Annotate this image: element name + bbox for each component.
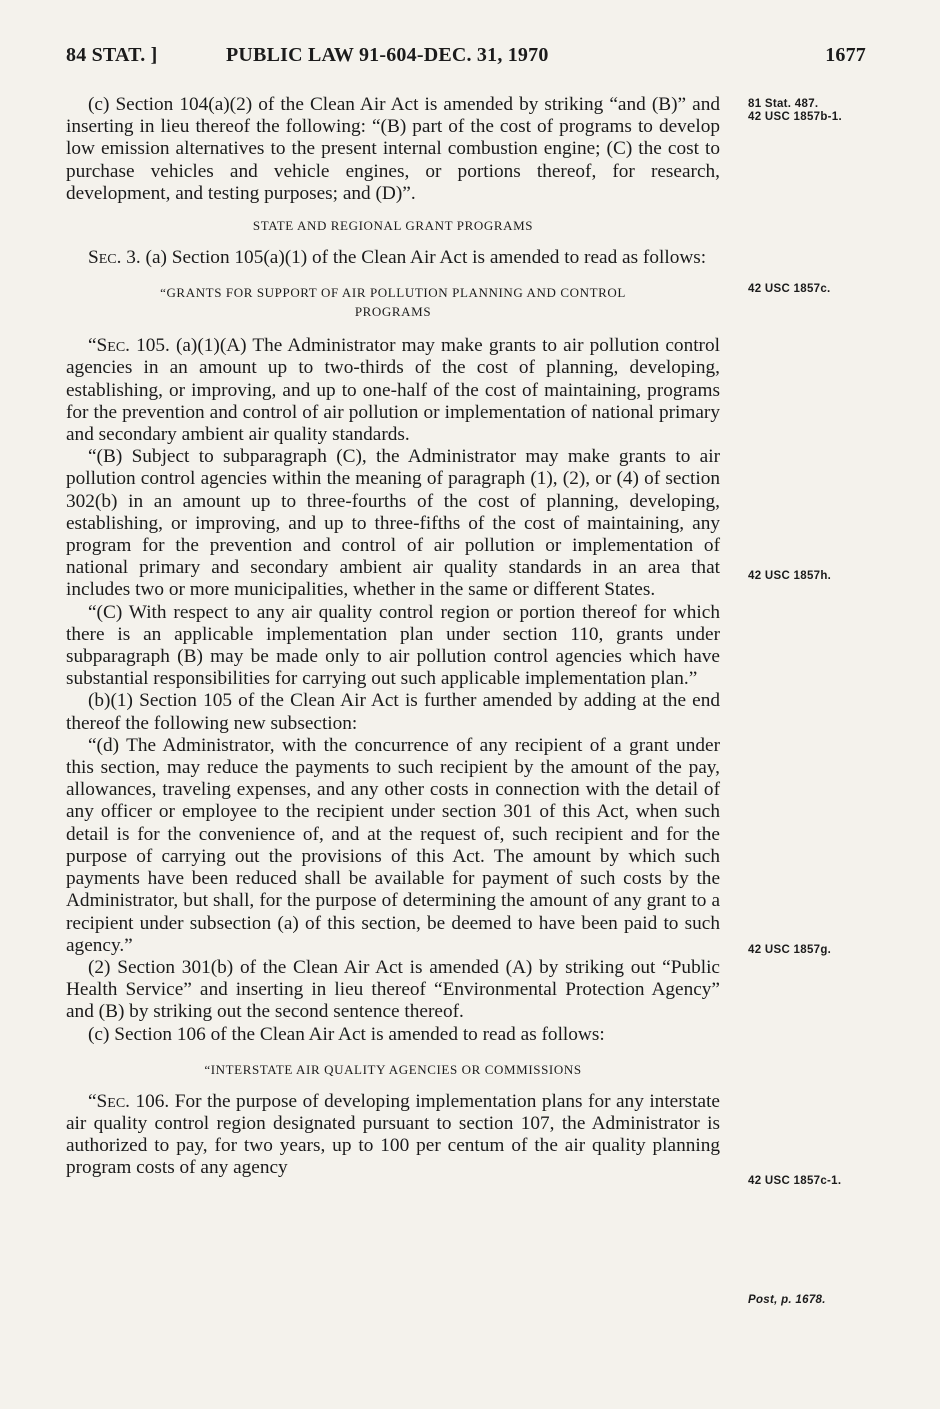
- sec106-label: “Sec. 106.: [88, 1090, 170, 1112]
- main-text: [66, 94, 720, 1180]
- stat-reference: 84 STAT. ]: [66, 44, 158, 66]
- heading2-line1: “GRANTS FOR SUPPORT OF AIR POLLUTION PLANNING AND CONTROL: [160, 285, 626, 301]
- paragraph-sec3: [66, 247, 720, 269]
- paragraph-2: (2) Section 301(b) of the Clean Air Act is amended (A) by striking out “Public Health Service” and inserting in lieu thereof “Environmental Protection Agency” and (B) by striking out the second sentence thereof.: [66, 956, 720, 1023]
- paragraph-d: “(d) The Administrator, with the concurrence of any recipient of a grant under this section, may reduce the payments to such recipient by the amount of the pay, allowances, traveling expenses, and any other costs in connection with the detail of any officer or employee to the recipient under section 301 of this Act, when such detail is for the convenience of, and at the request of, such recipient and for the purpose of carrying out the provisions of this Act. The amount by which such payments have been reduced shall be available for payment of such costs by the Administrator, but shall, for the purpose of determining the amount of any grant to a recipient under subsection (a) of this section, be deemed to have been paid to such agency.”: [66, 734, 720, 956]
- sec106-text: For the purpose of developing implementation plans for any interstate air quality control region designated pursuant to section 107, the Administrator is authorized to pay, for two years, up to 100 per centum of the air quality planning program costs of any agency: [66, 1090, 720, 1179]
- margin-note-1857g: 42 USC 1857g.: [748, 944, 832, 956]
- heading2-line2: PROGRAMS: [354, 304, 432, 320]
- paragraph-c2: (c) Section 106 of the Clean Air Act is amended to read as follows:: [88, 1023, 605, 1045]
- paragraph-b1: (b)(1) Section 105 of the Clean Air Act is further amended by adding at the end thereof the following new subsection:: [66, 690, 720, 734]
- sec3-text: (a) Section 105(a)(1) of the Clean Air Act is amended to read as follows:: [140, 247, 707, 269]
- margin-note-post: Post, p. 1678.: [748, 1294, 826, 1306]
- paragraph-sec106: [66, 1091, 720, 1180]
- paragraph-c: (c) Section 104(a)(2) of the Clean Air Act is amended by striking “and (B)” and inserting in lieu thereof the following: “(B) part of the cost of programs to develop low emission alternatives to the present internal combustion engine; (C) the cost to purchase vehicles and vehicle engines, or portions thereof, for research, development, and testing purposes; and (D)”.: [66, 94, 720, 204]
- margin-note-1857c-1: 42 USC 1857c-1.: [748, 1175, 842, 1187]
- sec3-label: Sec. 3.: [88, 247, 141, 269]
- margin-note-line1: 81 Stat. 487.: [748, 98, 819, 110]
- page-header: [66, 44, 866, 74]
- margin-note-1857h: 42 USC 1857h.: [748, 570, 832, 582]
- paragraph-sec105: [66, 335, 720, 446]
- law-title: PUBLIC LAW 91-604-DEC. 31, 1970: [226, 44, 549, 66]
- section-heading-grants-support: [66, 283, 720, 321]
- section-heading-interstate: “INTERSTATE AIR QUALITY AGENCIES OR COMMISSIONS: [204, 1061, 582, 1077]
- paragraph-B: “(B) Subject to subparagraph (C), the Administrator may make grants to air pollution control agencies within the meaning of paragraph (1), (2), or (4) of section 302(b) in an amount up to three-fourths of the cost of planning, developing, establishing, or improving, and up to three-fifths of the cost of maintaining, any program for the prevention and control of air pollution or implementation of national primary and secondary ambient air quality standards in an area that includes two or more municipalities, whether in the same or different States.: [66, 446, 720, 601]
- page-number: 1677: [825, 44, 866, 66]
- sec105-text: (a)(1)(A) The Administrator may make grants to air pollution control agencies in an amount up to two-thirds of the cost of planning, developing, establishing, or improving, and up to one-half of the cost of maintaining, programs for the prevention and control of air pollution or implementation of national primary and secondary ambient air quality standards.: [66, 335, 720, 446]
- margin-note-line2: 42 USC 1857b-1.: [748, 111, 842, 123]
- margin-note-81-stat: [748, 98, 842, 124]
- margin-note-1857c: 42 USC 1857c.: [748, 283, 831, 295]
- sec105-label: “Sec. 105.: [88, 335, 170, 357]
- section-heading-state-grants: STATE AND REGIONAL GRANT PROGRAMS: [252, 218, 534, 234]
- paragraph-C: “(C) With respect to any air quality control region or portion thereof for which there is an applicable implementation plan under section 110, grants under subparagraph (B) may be made only to air pollution control agencies which have substantial responsibilities for carrying out such applicable implementation plan.”: [66, 601, 720, 690]
